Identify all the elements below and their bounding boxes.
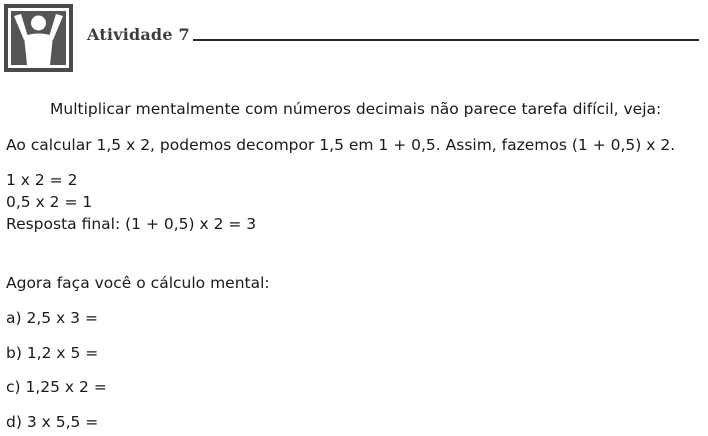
step-line: Resposta final: (1 + 0,5) x 2 = 3 — [6, 215, 257, 233]
intro-lead: Multiplicar mentalmente com números decimais não parece tarefa difícil, veja: — [50, 100, 662, 118]
exercise-item-b: b) 1,2 x 5 = — [6, 344, 99, 362]
step-line: 0,5 x 2 = 1 — [6, 193, 93, 211]
exercise-prompt: Agora faça você o cálculo mental: — [6, 274, 270, 292]
step-line: 1 x 2 = 2 — [6, 171, 78, 189]
exercise-item-a: a) 2,5 x 3 = — [6, 309, 98, 327]
person-arms-raised-icon — [4, 4, 73, 72]
exercise-item-c: c) 1,25 x 2 = — [6, 378, 107, 396]
activity-title: Atividade 7 — [87, 25, 190, 44]
header-divider — [193, 39, 699, 41]
exercise-item-d: d) 3 x 5,5 = — [6, 413, 99, 431]
intro-example: Ao calcular 1,5 x 2, podemos decompor 1,5 em 1 + 0,5. Assim, fazemos (1 + 0,5) x 2. — [6, 136, 676, 154]
